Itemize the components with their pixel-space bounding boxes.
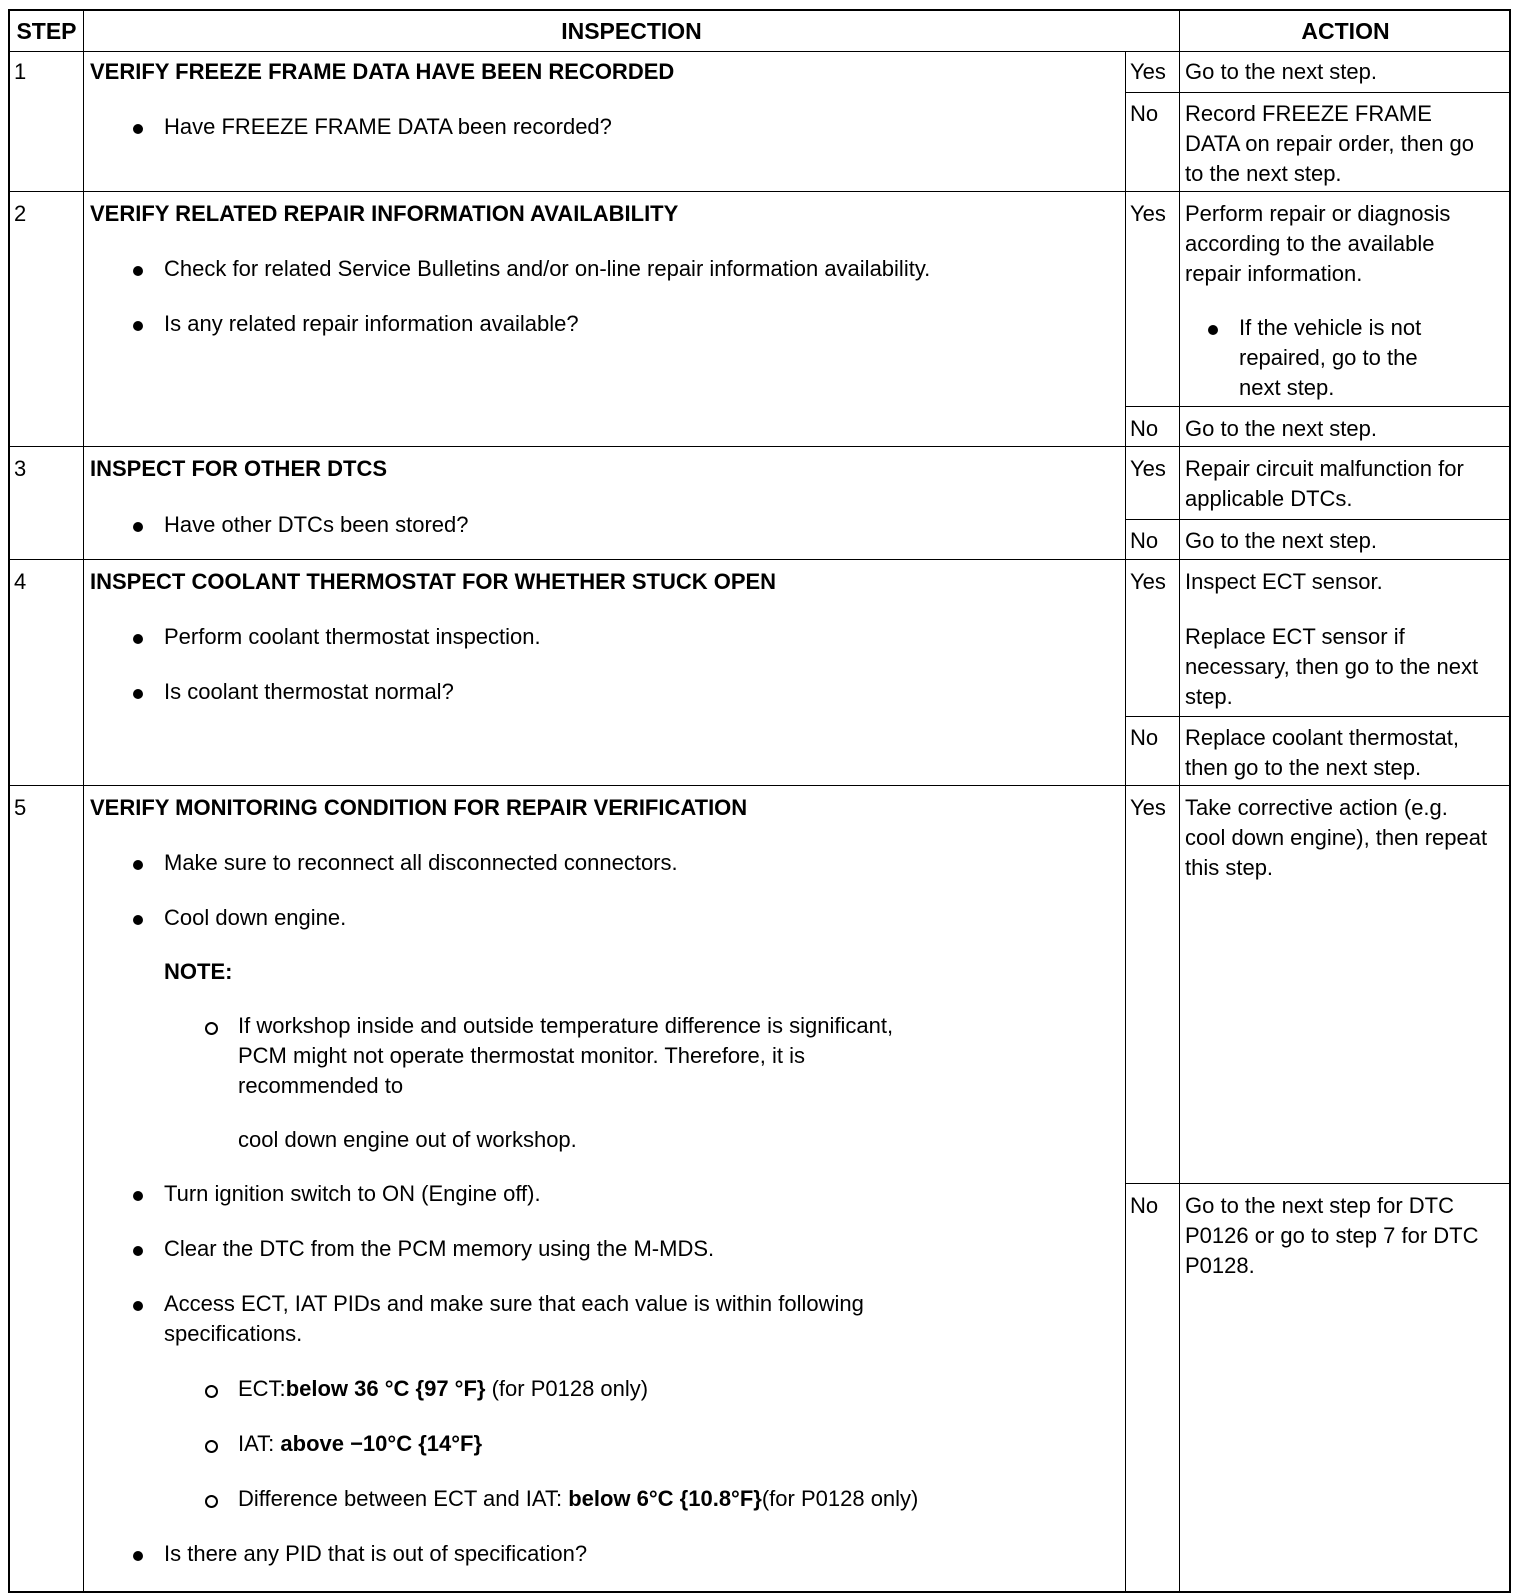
inspection-bullet: Have other DTCs been stored?	[164, 512, 469, 537]
yes-label: Yes	[1130, 59, 1166, 84]
yes-action-line: Repair circuit malfunction for	[1185, 456, 1464, 481]
step-title: VERIFY RELATED REPAIR INFORMATION AVAILABILITY	[90, 201, 679, 226]
bullet-icon	[133, 915, 143, 925]
inspection-bullet: specifications.	[164, 1321, 303, 1346]
step-number: 1	[14, 59, 27, 84]
bullet-icon	[133, 1301, 143, 1311]
yes-action-sub: If the vehicle is not	[1239, 315, 1422, 340]
no-action-line: Replace coolant thermostat,	[1185, 725, 1459, 750]
yes-action-sub: repaired, go to the	[1239, 345, 1418, 370]
inspection-bullet: Is there any PID that is out of specification?	[164, 1541, 588, 1566]
no-action-line: to the next step.	[1185, 161, 1342, 186]
note-line: recommended to	[238, 1073, 404, 1098]
bullet-icon	[133, 1191, 143, 1201]
yes-no-divider	[1125, 716, 1509, 717]
note-heading: NOTE:	[164, 959, 233, 984]
yes-no-divider	[1125, 1183, 1509, 1184]
bullet-icon	[133, 689, 143, 699]
row-divider	[10, 446, 1509, 447]
yes-action-line: Replace ECT sensor if	[1185, 624, 1405, 649]
bullet-icon	[133, 1551, 143, 1561]
spec-ect: ECT:below 36 °C {97 °F} (for P0128 only)	[238, 1376, 649, 1401]
no-action-line: P0126 or go to step 7 for DTC	[1185, 1223, 1479, 1248]
bullet-icon	[133, 124, 143, 134]
step-number: 3	[14, 456, 27, 481]
yes-no-divider	[1125, 92, 1509, 93]
step-number: 5	[14, 795, 27, 820]
circle-bullet-icon	[205, 1440, 218, 1453]
circle-bullet-icon	[205, 1022, 218, 1035]
diagnostic-table	[8, 9, 1511, 1593]
yes-label: Yes	[1130, 201, 1166, 226]
row-divider	[10, 559, 1509, 560]
yes-action-line: according to the available	[1185, 231, 1435, 256]
inspection-bullet: Make sure to reconnect all disconnected connectors.	[164, 850, 678, 875]
no-action-line: DATA on repair order, then go	[1185, 131, 1475, 156]
no-label: No	[1130, 1193, 1159, 1218]
spec-iat: IAT: above −10°C {14°F}	[238, 1431, 483, 1456]
header-action: ACTION	[1301, 18, 1390, 44]
inspection-bullet: Is any related repair information available?	[164, 311, 579, 336]
inspection-bullet: Check for related Service Bulletins and/or on-line repair information availability.	[164, 256, 931, 281]
yes-action-line: Perform repair or diagnosis	[1185, 201, 1451, 226]
inspection-bullet: Turn ignition switch to ON (Engine off).	[164, 1181, 541, 1206]
bullet-icon	[133, 522, 143, 532]
yes-action-line: step.	[1185, 684, 1233, 709]
step-title: INSPECT FOR OTHER DTCS	[90, 456, 388, 481]
header-step: STEP	[16, 18, 77, 44]
step-title: VERIFY FREEZE FRAME DATA HAVE BEEN RECORDED	[90, 59, 675, 84]
step-number: 4	[14, 569, 27, 594]
no-action: Go to the next step.	[1185, 416, 1378, 441]
note-line: PCM might not operate thermostat monitor. Therefore, it is	[238, 1043, 805, 1068]
yes-label: Yes	[1130, 456, 1166, 481]
no-label: No	[1130, 416, 1159, 441]
yes-action-line: this step.	[1185, 855, 1274, 880]
inspection-bullet: Clear the DTC from the PCM memory using the M-MDS.	[164, 1236, 715, 1261]
circle-bullet-icon	[205, 1495, 218, 1508]
yes-label: Yes	[1130, 795, 1166, 820]
step-title: VERIFY MONITORING CONDITION FOR REPAIR VERIFICATION	[90, 795, 748, 820]
row-divider	[10, 785, 1509, 786]
yes-action: Go to the next step.	[1185, 59, 1378, 84]
note-line: cool down engine out of workshop.	[238, 1127, 577, 1152]
yes-no-divider	[1125, 519, 1509, 520]
bullet-icon	[133, 860, 143, 870]
inspection-bullet: Perform coolant thermostat inspection.	[164, 624, 541, 649]
inspection-bullet: Access ECT, IAT PIDs and make sure that each value is within following	[164, 1291, 864, 1316]
no-action-line: Record FREEZE FRAME	[1185, 101, 1432, 126]
no-action-line: P0128.	[1185, 1253, 1255, 1278]
yes-action-line: cool down engine), then repeat	[1185, 825, 1488, 850]
yes-action-line: applicable DTCs.	[1185, 486, 1353, 511]
bullet-icon	[1208, 325, 1218, 335]
yes-action-sub: next step.	[1239, 375, 1335, 400]
inspection-bullet: Is coolant thermostat normal?	[164, 679, 454, 704]
no-label: No	[1130, 725, 1159, 750]
bullet-icon	[133, 321, 143, 331]
column-divider	[1125, 52, 1126, 1591]
yes-no-divider	[1125, 406, 1509, 407]
circle-bullet-icon	[205, 1385, 218, 1398]
yes-action-line: repair information.	[1185, 261, 1363, 286]
column-divider	[1179, 11, 1180, 1591]
no-label: No	[1130, 101, 1159, 126]
inspection-bullet: Have FREEZE FRAME DATA been recorded?	[164, 114, 612, 139]
inspection-bullet: Cool down engine.	[164, 905, 347, 930]
no-action-line: Go to the next step for DTC	[1185, 1193, 1455, 1218]
no-action: Go to the next step.	[1185, 528, 1378, 553]
column-divider	[83, 11, 84, 1591]
header-inspection: INSPECTION	[561, 18, 702, 44]
spec-difference: Difference between ECT and IAT: below 6°C {10.8°F}(for P0128 only)	[238, 1486, 919, 1511]
yes-label: Yes	[1130, 569, 1166, 594]
bullet-icon	[133, 634, 143, 644]
yes-action-line: necessary, then go to the next	[1185, 654, 1479, 679]
step-title: INSPECT COOLANT THERMOSTAT FOR WHETHER STUCK OPEN	[90, 569, 777, 594]
bullet-icon	[133, 1246, 143, 1256]
no-label: No	[1130, 528, 1159, 553]
note-line: If workshop inside and outside temperature difference is significant,	[238, 1013, 894, 1038]
step-number: 2	[14, 201, 27, 226]
row-divider	[10, 191, 1509, 192]
no-action-line: then go to the next step.	[1185, 755, 1422, 780]
bullet-icon	[133, 266, 143, 276]
yes-action-line: Take corrective action (e.g.	[1185, 795, 1448, 820]
yes-action-line: Inspect ECT sensor.	[1185, 569, 1383, 594]
